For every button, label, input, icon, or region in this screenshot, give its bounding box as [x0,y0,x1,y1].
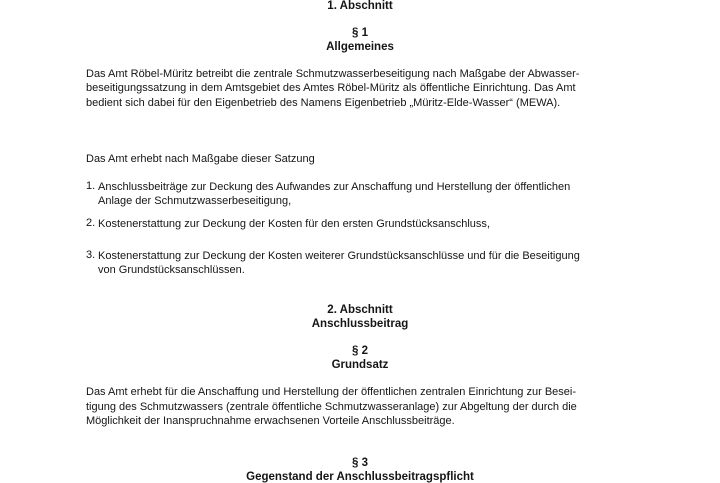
paragraph-2-line-2: tigung des Schmutzwassers (zentrale öffentliche Schmutzwasseranlage) zur Abgeltung der durch die [86,401,577,413]
list-item-1-line-2: Anlage der Schmutzwasserbeseitigung, [98,195,292,207]
paragraph-3-symbol: § 3 [352,457,368,469]
paragraph-1-line-2: beseitigungssatzung in dem Amtsgebiet des Amtes Röbel-Müritz als öffentliche Einrichtung. Das Amt [86,82,576,94]
list-item-2-line-1: Kostenerstattung zur Deckung der Kosten für den ersten Grundstücksanschluss, [98,218,490,230]
list-item-3-number: 3. [86,249,96,261]
list-item-1-line-1: Anschlussbeiträge zur Deckung des Aufwandes zur Anschaffung und Herstellung der öffentlichen [98,181,571,193]
list-item-3-line-1: Kostenerstattung zur Deckung der Kosten weiterer Grundstücksanschlüsse und für die Beseitigung [98,250,580,262]
paragraph-2-line-3: Möglichkeit der Inanspruchnahme erwachsenen Vorteile Anschlussbeiträge. [86,415,455,427]
section-2-title: 2. Abschnitt [327,304,393,316]
paragraph-1-line-3: bedient sich dabei für den Eigenbetrieb des Namens Eigenbetrieb „Müritz-Elde-Wasser“ (MEWA). [86,97,561,109]
paragraph-2-heading: Grundsatz [331,359,389,371]
section-1-title: 1. Abschnitt [327,0,393,12]
paragraph-1-intro: Das Amt erhebt nach Maßgabe dieser Satzung [86,153,315,165]
list-item-3-line-2: von Grundstücksanschlüssen. [98,264,245,276]
paragraph-1-symbol: § 1 [352,27,368,39]
list-item-1-number: 1. [86,180,96,192]
paragraph-1-heading: Allgemeines [326,41,394,53]
paragraph-3-heading: Gegenstand der Anschlussbeitragspflicht [246,471,474,483]
paragraph-2-symbol: § 2 [352,345,368,357]
paragraph-1-line-1: Das Amt Röbel-Müritz betreibt die zentrale Schmutzwasserbeseitigung nach Maßgabe der Abwasser- [86,68,580,80]
paragraph-2-line-1: Das Amt erhebt für die Anschaffung und Herstellung der öffentlichen zentralen Einrichtung zur Besei- [86,386,576,398]
list-item-2-number: 2. [86,217,96,229]
section-2-subtitle: Anschlussbeitrag [311,318,409,330]
